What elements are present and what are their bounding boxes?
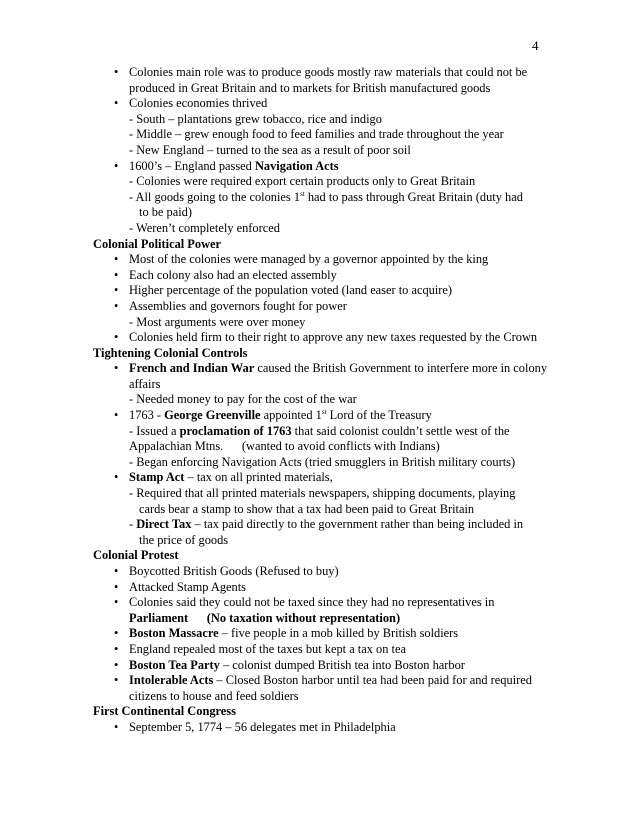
section-heading: Tightening Colonial Controls — [93, 345, 248, 360]
bullet-icon: • — [114, 283, 119, 298]
sub-item-continuation: the price of goods — [139, 532, 229, 547]
list-item: • Boycotted British Goods (Refused to buy) — [114, 564, 339, 578]
bullet-icon: • — [114, 158, 119, 173]
bullet-icon: • — [114, 641, 119, 656]
list-item: • Boston Massacre – five people in a mob killed by British soldiers — [114, 626, 459, 641]
list-item: • Stamp Act – tax on all printed materials, — [114, 470, 333, 485]
sub-item-continuation: cards bear a stamp to show that a tax had been paid to Great Britain — [139, 501, 475, 516]
sub-item: - Colonies were required export certain products only to Great Britain — [129, 174, 476, 189]
list-item: • French and Indian War caused the British Government to interfere more in colony affairs — [114, 361, 548, 391]
sub-item: - Issued a proclamation of 1763 that said colonist couldn’t settle west of the — [129, 423, 510, 438]
bullet-icon: • — [114, 470, 119, 485]
page-number: 4 — [532, 38, 539, 53]
list-item: • Colonies held firm to their right to approve any new taxes requested by the Crown — [114, 330, 538, 345]
list-item: • Colonies economies thrived — [114, 96, 268, 111]
bullet-icon: • — [114, 408, 119, 423]
list-item: • 1763 - George Greenville appointed 1st Lord of the Treasury — [114, 407, 432, 423]
list-item: • September 5, 1774 – 56 delegates met in Philadelphia — [114, 719, 396, 734]
bullet-icon: • — [114, 252, 119, 267]
bullet-icon: • — [114, 673, 119, 688]
sub-item: - Began enforcing Navigation Acts (tried smugglers in British military courts) — [129, 454, 516, 469]
sub-item: - Required that all printed materials newspapers, shipping documents, playing — [129, 486, 516, 501]
sub-item: - South – plantations grew tobacco, rice and indigo — [129, 111, 382, 126]
bullet-icon: • — [114, 626, 119, 641]
list-item: • Colonies main role was to produce goods mostly raw materials that could not be produced in Great Britain and to markets for British manufactured goods — [114, 65, 528, 95]
list-item: • Assemblies and governors fought for power — [114, 298, 347, 313]
bullet-icon: • — [114, 298, 119, 313]
sub-item: - Middle – grew enough food to feed families and trade throughout the year — [129, 127, 504, 142]
list-item: • Attacked Stamp Agents — [114, 579, 247, 594]
sub-item: - All goods going to the colonies 1st had to pass through Great Britain (duty had — [129, 189, 523, 204]
sub-item-continuation: Appalachian Mtns. (wanted to avoid conflicts with Indians) — [129, 439, 440, 454]
bullet-icon: • — [114, 65, 119, 79]
sub-item: - Direct Tax – tax paid directly to the government rather than being included in — [129, 517, 524, 532]
list-item: • England repealed most of the taxes but kept a tax on tea — [114, 641, 406, 656]
list-item: • Each colony also had an elected assembly — [114, 267, 337, 282]
bullet-icon: • — [114, 361, 119, 376]
list-item: • Higher percentage of the population voted (land easer to acquire) — [114, 283, 453, 298]
bullet-icon: • — [114, 96, 119, 111]
sub-item: - New England – turned to the sea as a result of poor soil — [129, 142, 411, 157]
sub-item: - Most arguments were over money — [129, 314, 306, 329]
list-item: • 1600’s – England passed Navigation Acts — [114, 158, 339, 173]
document-body — [93, 65, 553, 736]
list-item: • Colonies said they could not be taxed since they had no representatives in Parliament (No taxation without representation) — [114, 595, 495, 625]
bullet-icon: • — [114, 330, 119, 345]
sub-item: - Weren’t completely enforced — [129, 220, 280, 235]
section-heading: First Continental Congress — [93, 704, 236, 719]
bullet-icon: • — [114, 595, 119, 610]
sub-item: - Needed money to pay for the cost of the war — [129, 392, 357, 407]
section-heading: Colonial Political Power — [93, 236, 222, 251]
bullet-icon: • — [114, 657, 119, 672]
list-item: • Boston Tea Party – colonist dumped British tea into Boston harbor — [114, 657, 465, 672]
list-item: • Intolerable Acts – Closed Boston harbor until tea had been paid for and required citizens to house and feed soldiers — [114, 673, 532, 703]
bullet-icon: • — [114, 719, 119, 734]
bullet-icon: • — [114, 564, 119, 578]
list-item: • Most of the colonies were managed by a governor appointed by the king — [114, 252, 489, 267]
sub-item-continuation: to be paid) — [139, 205, 192, 220]
bullet-icon: • — [114, 267, 119, 282]
section-heading: Colonial Protest — [93, 548, 179, 563]
bullet-icon: • — [114, 579, 119, 594]
